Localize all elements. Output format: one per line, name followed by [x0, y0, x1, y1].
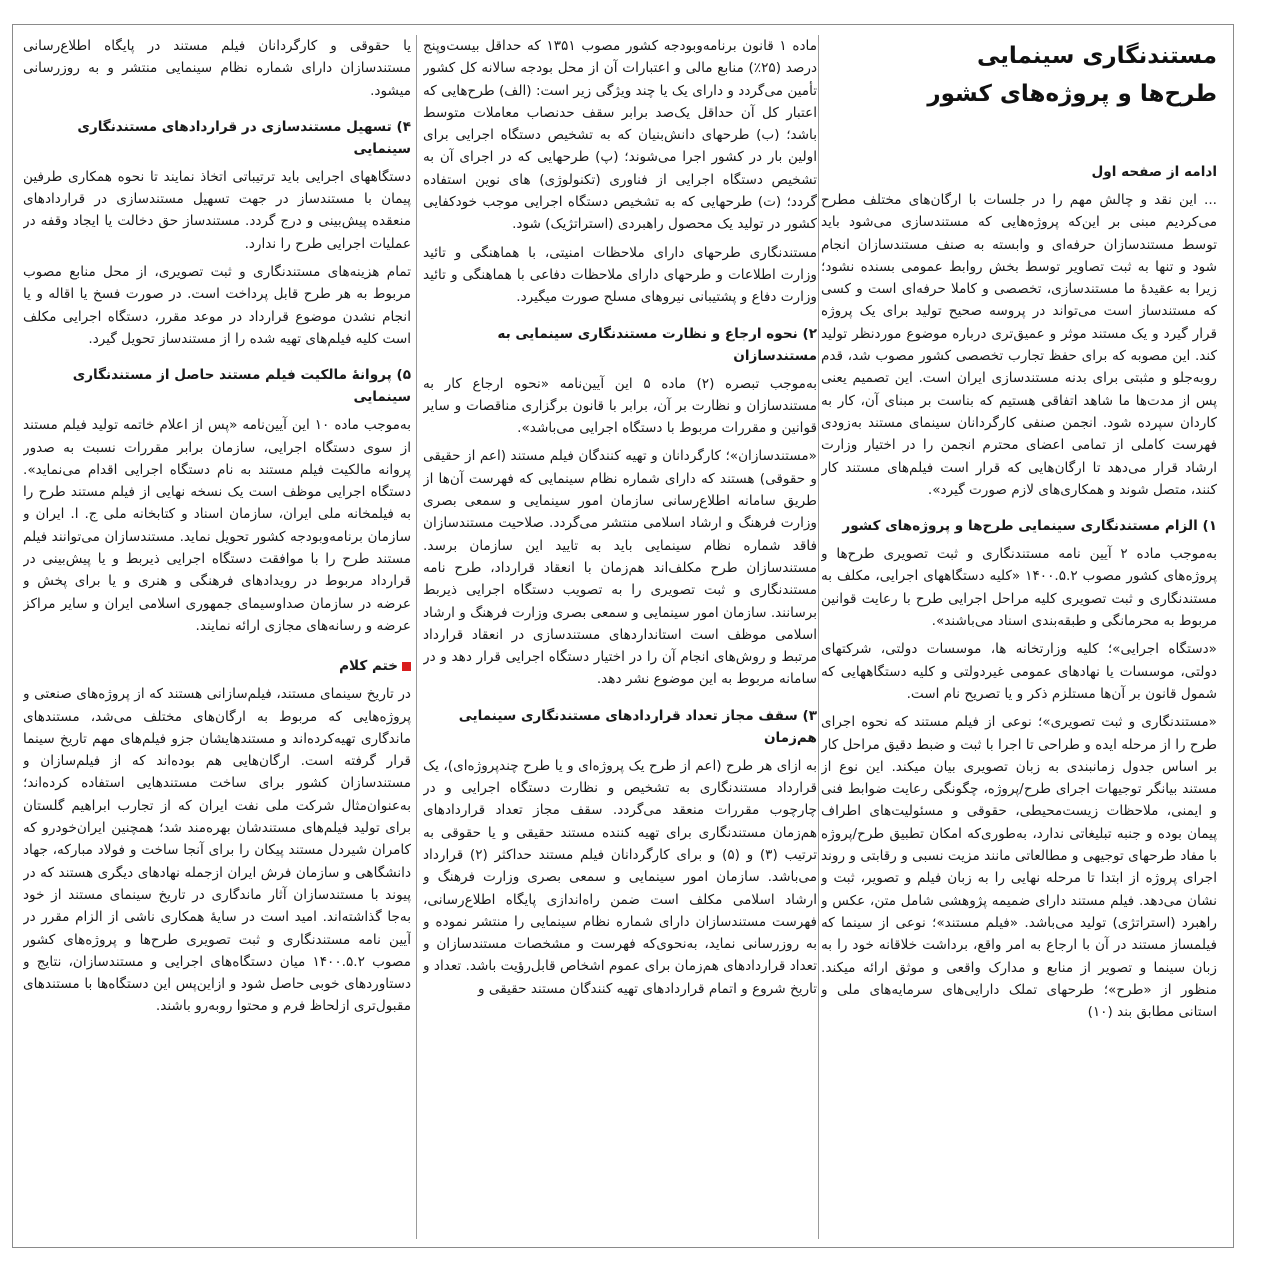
section-2-heading: ۲) نحوه ارجاع و نظارت مستندنگاری سینمایی به مستندسازان [497, 325, 817, 364]
closing-heading-row [23, 655, 411, 677]
section-4-paragraph: تمام هزینه‌های مستندنگاری و ثبت تصویری، از محل منابع مصوب مربوط به هر طرح قابل پرداخت است. در صورت فسخ یا اقاله و یا انجام نشدن موضوع قرارداد در موعد مقرر، دستگاه اجرایی مکلف است کلیه فیلم‌های تهیه شده را از مستندساز تحویل گیرد. [23, 264, 411, 347]
article-title-line-2: طرح‌ها و پروژه‌های کشور [927, 81, 1217, 107]
section-5-heading: ۵) پروانهٔ مالکیت فیلم مستند حاصل از مستندنگاری سینمایی [72, 367, 411, 406]
intro-paragraph: ... این نقد و چالش مهم را در جلسات با ارگان‌های مختلف مطرح می‌کردیم مبنی بر این‌که پروژه‌هایی که مستندسازی می‌شود باید توسط مستندسازان حرفه‌ای و وابسته به صنف مستندسازان انجام شود و تنها به ثبت تصاویر توسط بخش روابط عمومی بسنده نشود؛ زیرا به عقیدهٔ ما مستندسازی، تخصصی و کاملا حرفه‌ای است و کسی که مستندساز است می‌تواند در پروسه صحیح تولید برای یک پروژه قرار گیرد و یک مستند موثر و عمیق‌تری درباره موضوع موردنظر تولید کند. این مصوبه که برای حفظ تجارب تخصصی کشور مصوب شد، قدم روبه‌جلو و مثبتی برای بدنه مستندسازی ایران است. این تصمیم یعنی پس از مدت‌ها ما شاهد اتفاقی هستیم که بناست بر مبنای آن، کار به کاردان سپرده شود. انجمن صنفی کارگردانان سینمای مستند به‌زودی فهرست کاملی از تمامی اعضای محترم انجمن را در اختیار وزارت ارشاد قرار می‌دهد تا ارگان‌هایی که قرار است فیلم‌های مستند کار کنند، متصل شوند و همکاری‌های لازم صورت گیرد». [821, 192, 1217, 498]
section-2-paragraph: به‌موجب تبصره (۲) ماده ۵ این آیین‌نامه «نحوه ارجاع کار به مستندسازان و نظارت بر آن، برابر با قانون برگزاری مناقصات و سایر قوانین و مقررات مربوط با دستگاه اجرایی می‌باشد». [423, 375, 817, 437]
middle-paragraph: مستندنگاری طرحهای دارای ملاحظات امنیتی، با هماهنگی و تائید وزارت اطلاعات و طرحهای دارای ملاحظات دفاعی با هماهنگی و تائید وزارت دفاع و پشتیبانی نیروهای مسلح صورت میگیرد. [423, 244, 817, 306]
section-2-paragraph: «مستندسازان»؛ کارگردانان و تهیه کنندگان فیلم مستند (اعم از حقیقی و حقوقی) هستند که دارای شماره نظام سینمایی که فهرست آن‌ها از طریق سامانه اطلاع‌رسانی سازمان امور سینمایی و سمعی بصری وزارت فرهنگ و ارشاد اسلامی منتشر می‌گردد. صلاحیت مستندسازان فاقد شماره نظام سینمایی باید به تایید این سازمان برسد. مستندسازان طرح مکلف‌اند هم‌زمان با انعقاد قرارداد، طرح نامه مستندنگاری و ثبت تصویری را به تصویب دستگاه اجرایی ذیربط برسانند. سازمان امور سینمایی و سمعی بصری وزارت فرهنگ و ارشاد اسلامی موظف است استانداردهای مستندسازی در انعقاد قرارداد مرتبط و روش‌های انجام آن را در اختیار دستگاه اجرایی قرار دهد و در سامانه مربوط به این موضوع نشر دهد. [423, 448, 817, 688]
section-1-paragraph: به‌موجب ماده ۲ آیین نامه مستندنگاری و ثبت تصویری طرح‌ها و پروژه‌های کشور مصوب ۱۴۰۰.۵.۲ «کلیه دستگاههای اجرایی، مکلف به مستندنگاری و ثبت تصویری کلیه مراحل اجرایی طرح با رعایت قوانین مربوط به محرمانگی و طبقه‌بندی اسناد می‌باشند». [821, 546, 1217, 630]
closing-heading: ختم کلام [339, 658, 398, 675]
section-1-paragraph: «دستگاه اجرایی»؛ کلیه وزارتخانه ها، موسسات دولتی، شرکتهای دولتی، موسسات یا نهادهای عمومی غیردولتی و کلیه دستگاههایی که شمول قانون بر آن‌ها مستلزم ذکر و یا تصریح نام است. [821, 641, 1217, 702]
left-paragraph: یا حقوقی و کارگردانان فیلم مستند در پایگاه اطلاع‌رسانی مستندسازان دارای شماره نظام سینمایی منتشر و به روزرسانی میشود. [23, 38, 411, 99]
column-divider [818, 35, 819, 1239]
column-divider [416, 35, 417, 1239]
section-3-heading: ۳) سقف مجاز تعداد قراردادهای مستندنگاری سینمایی هم‌زمان [458, 707, 817, 746]
middle-paragraph: ماده ۱ قانون برنامه‌وبودجه کشور مصوب ۱۳۵۱ که حداقل بیست‌وپنج درصد (۲۵٪) منابع مالی و اعتبارات آن از محل بودجه سالانه کل کشور تأمین می‌گردد و دارای یک یا چند ویژگی زیر است: (الف) طرح‌هایی که اعتبار کل آن حداقل یک‌صد برابر سقف حدنصاب معاملات متوسط باشد؛ (ب) طرحهای دانش‌بنیان که به تشخیص دستگاه اجرایی برای اولین بار در کشور اجرا می‌شوند؛ (پ) طرحهایی که در اجرای آن به تشخیص دستگاه اجرایی از فناوری (تکنولوژی) های نوین استفاده گردد؛ (ت) طرحهایی که به تشخیص دستگاه اجرایی موجب خودکفایی کشور در تولید یک محصول راهبردی (استراتژیک) شود. [423, 38, 817, 233]
section-4-paragraph: دستگاههای اجرایی باید ترتیباتی اتخاذ نمایند تا نحوه همکاری طرفین پیمان با مستندساز در جهت تسهیل مستندسازی در قراردادهای منعقده پیش‌بینی و درج گردد. مستندساز حق دخالت یا ایجاد وقفه در عملیات اجرایی طرح را ندارد. [23, 168, 411, 252]
column-left [23, 35, 411, 1239]
continued-label: ادامه از صفحه اول [1091, 164, 1217, 180]
column-middle [423, 35, 817, 1239]
closing-paragraph: در تاریخ سینمای مستند، فیلم‌سازانی هستند که از پروژه‌های صنعتی و پروژه‌هایی که مربوط به ارگان‌های مختلف می‌شد، مستندهای ماندگاری تهیه‌کرده‌اند و مستندهایشان جزو فیلم‌های مهم تاریخ سینما قرار گرفته است. ارگان‌هایی هم بوده‌اند که از فیلم‌سازان و مستندسازان کشور برای ساخت مستندهایی استفاده کرده‌اند؛ به‌عنوان‌مثال شرکت ملی نفت ایران که از تجارب ابراهیم گلستان برای تولید فیلم‌های مستندشان بهره‌مند شد؛ همچنین ایران‌خودرو که کامران شیردل مستند پیکان را برای آنجا ساخت و فولاد مبارکه، جهاد دانشگاهی و سازمان فرش ایران ازجمله نهادهای دیگری هستند که در پیوند با مستندسازان آثار ماندگاری در تاریخ سینمای مستند از خود به‌جا گذاشته‌اند. امید است در سایهٔ همکاری ناشی از الزام مقرر در آیین نامه مستندنگاری و ثبت تصویری طرح‌ها و پروژه‌های کشور مصوب ۱۴۰۰.۵.۲ میان دستگاه‌های اجرایی و مستندسازان، نتایج و دستاوردهای خوبی حاصل شود و ازاین‌پس این دستگاه‌ها با مستندهای مقبول‌تری ازلحاظ فرم و محتوا روبه‌رو باشند. [23, 686, 411, 1015]
section-4-heading: ۴) تسهیل مستندسازی در قراردادهای مستندنگاری سینمایی [77, 118, 411, 157]
red-square-icon [402, 662, 411, 671]
column-right [821, 35, 1217, 1239]
section-1-heading: ۱) الزام مستندنگاری سینمایی طرح‌ها و پروژه‌های کشور [842, 518, 1217, 535]
article-title-line-1: مستندنگاری سینمایی [976, 43, 1217, 69]
section-5-paragraph: به‌موجب ماده ۱۰ این آیین‌نامه «پس از اعلام خاتمه تولید فیلم مستند از سوی دستگاه اجرایی، سازمان برابر مقررات نسبت به صدور پروانه مالکیت فیلم مستند به نام دستگاه اجرایی اقدام می‌نماید». دستگاه اجرایی موظف است یک نسخه نهایی از فیلم مستند طرح را به فیلمخانه ملی ایران، سازمان اسناد و کتابخانه ملی ج. ا. ایران و سازمان برنامه‌وبودجه کشور تحویل نماید. مستندسازان می‌توانند فیلم مستند طرح را با موافقت دستگاه اجرایی ذیربط و یا پیش‌بینی در قرارداد مربوط در رویدادهای فرهنگی و هنری و یا برای پخش و عرضه در سازمان صداوسیمای جمهوری اسلامی ایران و سایر مراکز عرضه و رسانه‌های مجازی ارائه نمایند. [23, 417, 411, 634]
section-3-paragraph: به ازای هر طرح (اعم از طرح یک پروژه‌ای و یا طرح چندپروژه‌ای)، یک قرارداد مستندنگاری به تشخیص و نظارت دستگاه اجرایی و در چارچوب مقررات منعقد می‌گردد. سقف مجاز تعداد قراردادهای هم‌زمان مستندنگاری برای تهیه کننده مستند حقیقی و یا حقوقی به ترتیب (۳) و (۵) و برای کارگردانان فیلم مستند حداکثر (۲) قرارداد می‌باشد. سازمان امور سینمایی و سمعی بصری وزارت فرهنگ و ارشاد اسلامی مکلف است ضمن راه‌اندازی پایگاه اطلاع‌رسانی، فهرست مستندسازان دارای شماره نظام سینمایی را منتشر نموده و به روزرسانی نماید، به‌نحوی‌که فهرست و مشخصات مستندسازان و تعداد قراردادهای هم‌زمان برای عموم اشخاص قابل‌رؤیت باشد. تعداد و تاریخ شروع و اتمام قراردادهای تهیه کنندگان مستند حقیقی و [423, 757, 817, 997]
section-1-paragraph: «مستندنگاری و ثبت تصویری»؛ نوعی از فیلم مستند که نحوه اجرای طرح را از مرحله ایده و طراحی تا اجرا با ثبت و ضبط دقیق مراحل کار بر اساس جدول زمانبندی به زبان تصویری بیان میکند. این نوع از مستند بیانگر توجیهات اجرای طرح/پروژه، چگونگی رعایت ضوابط فنی و ایمنی، ملاحظات زیست‌محیطی، حقوقی و مسئولیت‌های اطراف پیمان بوده و جنبه تبلیغاتی ندارد، به‌طوری‌که امکان تطبیق طرح/پروژه با مفاد طرحهای توجیهی و مطالعاتی مانند مزیت نسبی و رقابتی و روند اجرای پروژه از ابتدا تا مرحله نهایی را به زبان فیلم و تصویر، ثبت و نشان می‌دهد. فیلم مستند دارای ضمیمه پژوهشی شامل متن، عکس و راهبرد (استراتژی) تولید می‌باشد. «فیلم مستند»؛ نوعی از سینما که فیلمساز مستند در آن با ارجاع به امر واقع، برداشت خلاقانه خود را به زبان سینما و تصویر از منابع و مدارک واقعی و موثق ارائه میکند. منظور از «طرح»؛ طرحهای تملک دارایی‌های سرمایه‌های ملی و استانی مطابق بند (۱۰) [821, 714, 1217, 1021]
newspaper-page [12, 24, 1234, 1248]
